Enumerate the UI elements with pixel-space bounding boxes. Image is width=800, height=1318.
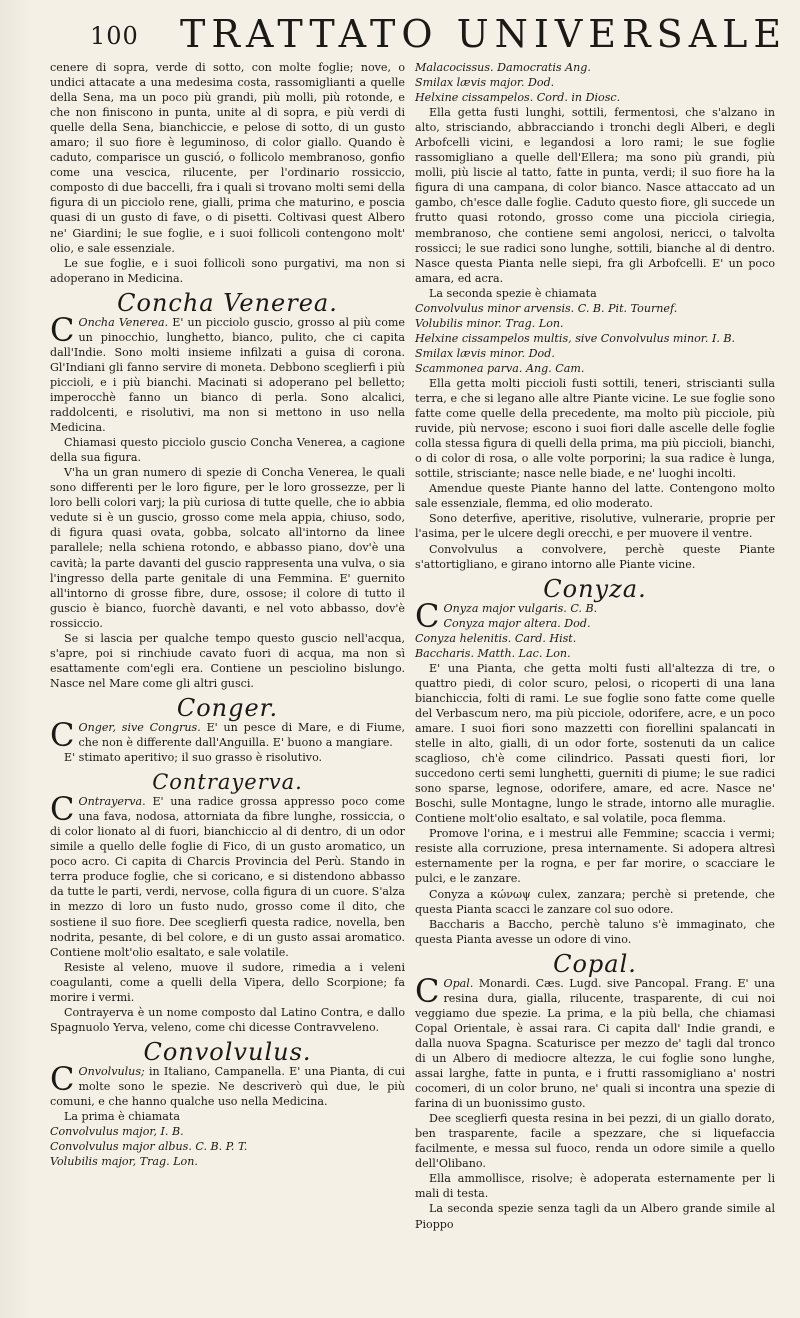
entry-first-paragraph — [50, 715, 405, 754]
running-title: TRATTATO UNIVERSALE — [180, 12, 788, 56]
paragraph: Ella getta fusti lunghi, sottili, fermentosi, che s'alzano in alto, strisciando, abbracciando i tronchi degli Alberi, e degli Arbofcelli vicini, e legandosi a loro rami; le sue foglie rassomigliano a quelle dell'Ellera; ma sono più grandi, più molli, più liscie al tatto, fatte in punta, verdi; il suo fiore ha la figura di una campana, di color bianco. Nasce attaccato ad un gambo, ch'esce dalle foglie. Caduto questo fiore, gli succede un frutto quasi rotondo, grosso come una picciola ciriegia, membranoso, che contiene semi angolosi, nericci, o talvolta rossicci; le sue radici sono lunghe, sottili, bianche al di dentro. Nasce questa Pianta nelle siepi, fra gli Arbofcelli. E' un poco amara, ed acra. — [415, 106, 775, 285]
right-column — [415, 60, 775, 1232]
page-header — [50, 8, 788, 56]
entry-first-paragraph — [50, 310, 405, 435]
drop-cap: C — [415, 596, 440, 635]
entry-heading-copal: Copal. — [553, 949, 637, 978]
paragraph: La prima è chiamata — [64, 1110, 180, 1124]
page-number: 100 — [90, 22, 139, 50]
synonym-line: Baccharis. Matth. Lac. Lon. — [415, 646, 571, 660]
synonym-line: Conyza major altera. Dod. — [443, 616, 591, 630]
synonym-line: Conyza helenitis. Card. Hist. — [415, 631, 577, 645]
paragraph-text: E' un picciolo guscio, grosso al più come un pinocchio, lunghetto, bianco, pulito, che ci capita dall'Indie. Sono molti insieme infilzati a guisa di corona. Gl'Indiani gli fanno servire di moneta. Debbono sceglierfi i più piccioli, e i più bianchi. Macinati si adoperano pel belletto; imperocchè fanno un bianco di perla. Sono alcalici, raddolcenti, e risolutivi, ma non si mettono in uso nella Medicina. — [50, 315, 405, 435]
synonym-line: Helxine cissampelos. Cord. in Diosc. — [415, 91, 621, 105]
entry-lead: Oncha Venerea. — [78, 315, 169, 329]
paragraph-text: Monardi. Cæs. Lugd. sive Pancopal. Frang. E' una resina dura, gialla, rilucente, trasparente, di cui noi veggiamo due spezie. La prima, e la più bella, che chiamasi Copal Orientale, è assai rara. Ci capita dall' Indie grandi, e dalla nuova Spagna. Scaturisce per mezzo de' tagli dal tronco di un Albero di mediocre altezza, le cui foglie sono lunghe, assai larghe, fatte in punta, e i frutti rassomigliano a' nostri cocomeri, di un color bruno, ne' quali si incontra una spezie di farina di un buonissimo gusto. — [415, 976, 775, 1111]
synonym-line: Scammonea parva. Ang. Cam. — [415, 361, 585, 375]
entry-first-paragraph — [50, 790, 405, 960]
paragraph: Ella getta molti piccioli fusti sottili, teneri, striscianti sulla terra, e che si legano alle altre Piante vicine. Le sue foglie sono fatte come quelle della precedente, ma molto più picciole, più ruvide, più nervose; escono i suoi fiori dalle ascelle delle foglie colla stessa figura di quelli della prima, ma più piccioli, bianchi, o di color di rosa, o alle volte porporini; la sua radice è lunga, sottile, strisciante; nasce nelle biade, e ne' luoghi incolti. — [415, 376, 775, 481]
paragraph: Baccharis a Baccho, perchè taluno s'è immaginato, che questa Pianta avesse un odore di vino. — [415, 917, 775, 946]
synonym-line: Volubilis major, Trag. Lon. — [50, 1155, 198, 1169]
entry-heading-conyza: Conyza. — [543, 574, 647, 603]
entry-lead: Opal. — [443, 976, 474, 990]
paragraph: cenere di sopra, verde di sotto, con molte foglie; nove, o undici attacate a una medesima costa, rassomiglianti a quelle della Sena, ma un poco più grandi, più molli, più rotonde, e che non finiscono in punta, unite al di sopra, e più verdi di quelle della Sena, bianchiccie, e pelose di sotto, di un gusto amaro; il suo fiore è leguminoso, di color giallo. Quando è caduto, comparisce un gusció, o follicolo membranoso, gonfio come una vescica, rilucente, per l'ordinario rossiccio, composto di due baccelli, fra i quali si trovano molti semi della figura di un picciolo rene, gialli, prima che maturino, e poscia quasi di un gusto di fave, o di pisetti. Coltivasi quest Albero ne' Giardini; le sue foglie, e i suoi follicoli contengono molt' olio, e sale essenziale. — [50, 61, 405, 255]
synonym-text: Onyza major vulgaris. C. B. — [443, 601, 598, 615]
entry-lead: Ontrayerva. — [78, 795, 146, 809]
paragraph: Promove l'orina, e i mestrui alle Femmine; scaccia i vermi; resiste alla corruzione, presa internamente. Si adopera altresì esternamente per la rogna, e per far morire, o scacciare le pulci, e le zanzare. — [415, 827, 775, 886]
paragraph: Le sue foglie, e i suoi follicoli sono purgativi, ma non si adoperano in Medicina. — [50, 256, 405, 285]
paragraph: Ella ammollisce, risolve; è adoperata esternamente per li mali di testa. — [415, 1172, 775, 1201]
synonym-line: Convolvulus minor arvensis. C. B. Pit. Tournef. — [415, 301, 678, 315]
paragraph-text: E' un pesce di Mare, e di Fiume, che non è differente dall'Anguilla. E' buono a mangiare. — [78, 720, 405, 750]
entry-heading-concha: Concha Venerea. — [117, 288, 338, 317]
left-column — [50, 60, 405, 1169]
entry-lead: Onger, sive Congrus. — [78, 720, 201, 734]
paragraph-text: E' una radice grossa appresso poco come una fava, nodosa, attorniata da fibre lunghe, rossiccia, o di color lionato al di fuori, bianchiccio al di dentro, di un odor simile a quello delle foglie di Fico, di un gusto aromatico, un poco acro. Ci capita di Charcis Provincia del Perù. Stando in terra produce foglie, che si coricano, e si distendono abbasso da tutte le parti, verdi, nervose, colla figura di un cuore. S'alza in mezzo di loro un fusto nudo, grosso come il dito, che sostiene il suo fiore. Dee sceglierfi questa radice, novella, ben nodrita, pesante, di bel colore, e di un gusto assai aromatico. Contiene molt'olio esaltato, e sale volatile. — [50, 795, 405, 959]
synonym-line: Helxine cissampelos multis, sive Convolvulus minor. I. B. — [415, 331, 736, 345]
paragraph: V'ha un gran numero di spezie di Concha Venerea, le quali sono differenti per le loro figure, per le loro grossezze, per li loro belli colori varj; la più curiosa di tutte quelle, che io abbia vedute si è un guscio, grosso come mela appia, chiuso, sodo, di figura quasi ovata, gobba, solcato all'intorno da linee parallele; nella schiena rotondo, e abbasso piano, dov'è una cavità; la parte davanti del guscio rappresenta una vulva, o sia l'ingresso della parte genitale di una Femmina. E' guernito all'intorno di grosse fibre, dure, ossose; il colore di tutto il guscio è bianco, fuorchè davanti, e nel voto abbasso, dov'è rossiccio. — [50, 466, 405, 630]
entry-heading-contrayerva: Contrayerva. — [152, 770, 303, 795]
entry-lead: Onvolvulus; — [78, 1064, 145, 1078]
paragraph: Chiamasi questo picciolo guscio Concha Venerea, a cagione della sua figura. — [50, 436, 405, 465]
drop-cap: C — [50, 790, 75, 829]
paragraph: Resiste al veleno, muove il sudore, rimedia a i veleni coagulanti, come a quelli della Vipera, dello Scorpione; fa morire i vermi. — [50, 960, 405, 1004]
synonym-line: Smilax lævis minor. Dod. — [415, 346, 555, 360]
paragraph: Sono deterfive, aperitive, risolutive, vulnerarie, proprie per l'asima, per le ulcere degli orecchi, e per muovere il ventre. — [415, 512, 775, 541]
entry-first-paragraph — [50, 1059, 406, 1109]
paragraph: Dee sceglierfi questa resina in bei pezzi, di un giallo dorato, ben trasparente, facile a spezzare, che si liquefaccia facilmente, e messa sul fuoco, renda un odore simile a quello dell'Olibano. — [415, 1112, 775, 1171]
drop-cap: C — [415, 971, 440, 1010]
synonym-line: Volubilis minor. Trag. Lon. — [415, 316, 564, 330]
paragraph: La seconda spezie è chiamata — [429, 286, 597, 300]
drop-cap: C — [50, 310, 75, 349]
drop-cap: C — [50, 1059, 75, 1098]
entry-first-paragraph — [415, 971, 775, 1111]
paragraph-text: in Italiano, Campanella. E' una Pianta, di cui molte sono le spezie. Ne descriverò quì due, le più comuni, e che hanno qualche uso nella Medicina. — [50, 1064, 406, 1109]
entry-heading-convolvulus: Convolvulus. — [143, 1037, 312, 1066]
paragraph: Convolvulus a convolvere, perchè queste Piante s'attortigliano, e girano intorno alle Piante vicine. — [415, 542, 775, 571]
paragraph: La seconda spezie senza tagli da un Albero grande simile al Pioppo — [415, 1202, 775, 1231]
paragraph: E' stimato aperitivo; il suo grasso è risolutivo. — [64, 751, 323, 765]
synonym-line: Convolvulus major, I. B. — [50, 1125, 184, 1139]
entry-heading-conger: Conger. — [176, 693, 279, 722]
paragraph: E' una Pianta, che getta molti fusti all'altezza di tre, o quattro piedi, di color scuro, pelosi, o ricoperti di una lana bianchiccia, folti di rami. Le sue foglie sono fatte come quelle del Verbascum nero, ma più picciole, odorifere, acre, e un poco amare. I suoi fiori sono mazzetti con fiorellini spalancati in stelle in alto, gialli, di un odor forte, sostenuti da un calice scaglioso, ch'è come cilindrico. Passati questi fiori, lor succedono certi semi lunghetti, guerniti di piume; le sue radici sono sparse, legnose, odorifere, amare, ed acre. Nasce ne' Boschi, sulle Montagne, lungo le strade, intorno alle muraglie. Contiene molt'olio esaltato, e sal volatile, poca flemma. — [415, 661, 775, 826]
paragraph: Se si lascia per qualche tempo questo guscio nell'acqua, s'apre, poi si rinchiude cavato fuori di acqua, ma non sì esattamente com'egli era. Contiene un pesciolino bislungo. Nasce nel Mare come gli altri gusci. — [50, 631, 405, 690]
paragraph: Conyza a κώνωψ culex, zanzara; perchè si pretende, che questa Pianta scacci le zanzare col suo odore. — [415, 887, 775, 916]
synonym-line: Malacocissus. Damocratis Ang. — [415, 61, 591, 74]
paragraph: Contrayerva è un nome composto dal Latino Contra, e dallo Spagnuolo Yerva, veleno, come chi dicesse Contravveleno. — [50, 1005, 405, 1034]
synonym-line: Smilax lævis major. Dod. — [415, 76, 555, 90]
paragraph: Amendue queste Piante hanno del latte. Contengono molto sale essenziale, flemma, ed olio moderato. — [415, 482, 775, 511]
drop-cap: C — [50, 715, 75, 754]
synonym-line: Convolvulus major albus. C. B. P. T. — [50, 1140, 248, 1154]
